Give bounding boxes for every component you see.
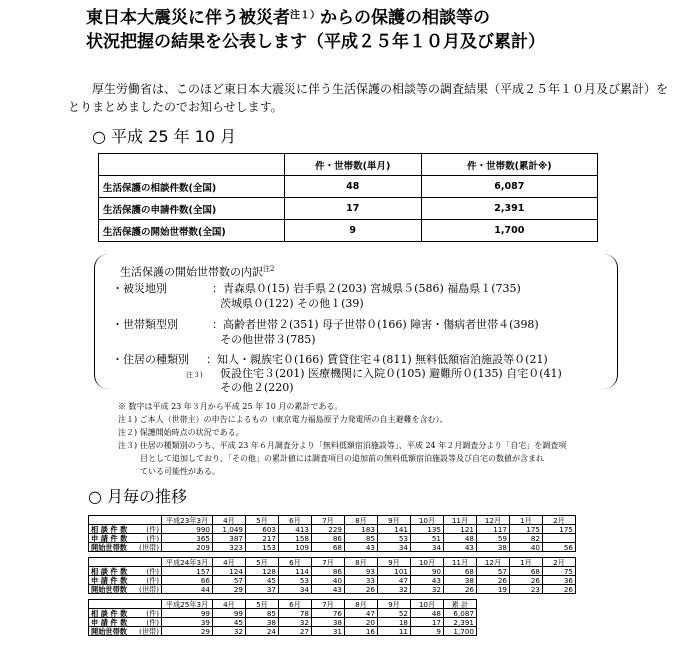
monthly-cell: 135 — [411, 525, 444, 534]
monthly-cell: 86 — [312, 534, 345, 543]
monthly-cell: 48 — [444, 534, 477, 543]
month-header: 8月 — [345, 558, 378, 567]
monthly-cell: 413 — [279, 525, 312, 534]
type-label: ・世帯類型別 — [112, 318, 178, 331]
breakdown-heading: 生活保護の開始世帯数の内訳$^{注2}$ — [120, 265, 275, 279]
month-header: 累 計 — [444, 600, 477, 609]
monthly-cell: 66 — [162, 576, 213, 585]
monthly-cell: 16 — [345, 627, 378, 636]
cell-month: 17 — [284, 198, 421, 220]
monthly-cell: 34 — [279, 585, 312, 594]
monthly-cell: 85 — [345, 534, 378, 543]
monthly-header-row — [89, 516, 576, 525]
monthly-row-label: 申 請 件 数 (件) — [89, 576, 162, 585]
row-label: 生活保護の開始世帯数(全国) — [99, 220, 285, 242]
monthly-cell: 323 — [213, 543, 246, 552]
monthly-cell: 44 — [162, 585, 213, 594]
monthly-cell: 27 — [279, 627, 312, 636]
monthly-cell: 90 — [411, 567, 444, 576]
monthly-cell: 38 — [246, 618, 279, 627]
monthly-cell: 11 — [378, 627, 411, 636]
cell-total: 1,700 — [421, 220, 597, 242]
title-text: からの保護の相談等の — [320, 8, 490, 28]
monthly-cell: 78 — [279, 609, 312, 618]
monthly-row — [89, 567, 576, 576]
monthly-cell: 387 — [213, 534, 246, 543]
monthly-cell: 56 — [543, 543, 576, 552]
row-label: 生活保護の申請件数(全国) — [99, 198, 285, 220]
monthly-cell: 29 — [213, 585, 246, 594]
monthly-cell: 217 — [246, 534, 279, 543]
footnote: 目として追加しており、「その他」の累計値には調査項目の追加前の無料低額宿泊施設等及び自宅の数値が含まれ — [140, 454, 544, 463]
monthly-header-row — [89, 600, 477, 609]
monthly-table-2011 — [88, 515, 576, 552]
month-header: 6月 — [279, 600, 312, 609]
monthly-row-label: 相 談 件 数 (件) — [89, 609, 162, 618]
month-header: 12月 — [477, 558, 510, 567]
monthly-cell: 175 — [543, 525, 576, 534]
monthly-cell: 32 — [378, 585, 411, 594]
month-header: 5月 — [246, 600, 279, 609]
summary-header-row — [99, 154, 598, 176]
monthly-table-2012 — [88, 557, 576, 594]
cell-total: 2,391 — [421, 198, 597, 220]
monthly-row-label: 申 請 件 数 (件) — [89, 534, 162, 543]
monthly-cell: 57 — [213, 576, 246, 585]
monthly-row — [89, 543, 576, 552]
monthly-row-label: 開始世帯数 (世帯) — [89, 543, 162, 552]
footnotes — [118, 400, 678, 478]
monthly-cell: 53 — [378, 534, 411, 543]
month-header: 11月 — [444, 558, 477, 567]
row-label: 生活保護の相談件数(全国) — [99, 176, 285, 198]
monthly-cell: 29 — [162, 627, 213, 636]
monthly-cell: 33 — [345, 576, 378, 585]
monthly-cell — [543, 534, 576, 543]
breakdown-footnote-mark: 注2 — [263, 265, 275, 273]
monthly-cell: 109 — [279, 543, 312, 552]
monthly-cell: 68 — [444, 567, 477, 576]
house-footnote-mark: 注３) — [186, 371, 203, 379]
monthly-cell: 36 — [543, 576, 576, 585]
monthly-cell: 158 — [279, 534, 312, 543]
monthly-cell: 229 — [312, 525, 345, 534]
monthly-cell: 82 — [510, 534, 543, 543]
monthly-cell: 43 — [411, 576, 444, 585]
monthly-cell: 1,049 — [213, 525, 246, 534]
month-header: 7月 — [312, 516, 345, 525]
footnote: ※ 数字は平成 23 年３月から平成 25 年 10 月の累計である。 — [118, 402, 343, 411]
monthly-cell: 183 — [345, 525, 378, 534]
monthly-row — [89, 534, 576, 543]
monthly-row-label: 相 談 件 数 (件) — [89, 567, 162, 576]
month-header: 8月 — [345, 600, 378, 609]
monthly-cell: 85 — [246, 609, 279, 618]
title-footnote-mark: 注１） — [290, 10, 320, 21]
monthly-cell: 17 — [411, 618, 444, 627]
month-header: 10月 — [411, 516, 444, 525]
footnote: 注２) 保護開始時点の状況である。 — [118, 428, 244, 437]
monthly-cell: 23 — [510, 585, 543, 594]
monthly-cell: 34 — [411, 543, 444, 552]
month-header: 平成25年3月 — [162, 600, 213, 609]
monthly-cell: 99 — [213, 609, 246, 618]
monthly-cell: 26 — [543, 585, 576, 594]
month-header: 11月 — [444, 516, 477, 525]
monthly-cell: 157 — [162, 567, 213, 576]
monthly-cell: 75 — [543, 567, 576, 576]
monthly-cell: 93 — [345, 567, 378, 576]
house-line3: その他２(220) — [220, 381, 294, 394]
monthly-cell: 175 — [510, 525, 543, 534]
header-cumulative: 件・世帯数(累計※) — [421, 154, 597, 176]
monthly-cell: 101 — [378, 567, 411, 576]
month-header: 4月 — [213, 600, 246, 609]
month-header: 9月 — [378, 558, 411, 567]
monthly-cell: 37 — [246, 585, 279, 594]
monthly-cell: 68 — [312, 543, 345, 552]
month-header: 4月 — [213, 558, 246, 567]
monthly-cell: 43 — [312, 585, 345, 594]
month-header: 9月 — [378, 516, 411, 525]
section-heading-monthly: ○ 月毎の推移 — [88, 487, 188, 506]
month-header: 10月 — [411, 558, 444, 567]
monthly-cell: 47 — [345, 609, 378, 618]
house-line2: 仮設住宅３(201) 医療機関に入院０(105) 避難所０(135) 自宅０(41) — [220, 367, 562, 380]
monthly-cell: 365 — [162, 534, 213, 543]
monthly-cell: 45 — [213, 618, 246, 627]
summary-table — [98, 153, 598, 242]
footnote: ている可能性がある。 — [140, 467, 220, 476]
monthly-cell: 45 — [246, 576, 279, 585]
type-line1: ：高齢者世帯２(351) 母子世帯０(166) 障害・傷病者世帯４(398) — [212, 318, 539, 331]
month-header: 2月 — [543, 558, 576, 567]
monthly-row — [89, 627, 477, 636]
month-header: 5月 — [246, 558, 279, 567]
monthly-row-label: 開始世帯数 (世帯) — [89, 585, 162, 594]
monthly-cell: 40 — [510, 543, 543, 552]
monthly-cell: 40 — [312, 576, 345, 585]
monthly-cell: 68 — [510, 567, 543, 576]
month-header: 1月 — [510, 558, 543, 567]
monthly-cell: 6,087 — [444, 609, 477, 618]
monthly-row — [89, 525, 576, 534]
month-header: 1月 — [510, 516, 543, 525]
monthly-cell: 32 — [213, 627, 246, 636]
monthly-header-row — [89, 558, 576, 567]
section-heading-october: ○ 平成 25 年 10 月 — [92, 127, 237, 146]
monthly-row-label: 申 請 件 数 (件) — [89, 618, 162, 627]
monthly-cell: 990 — [162, 525, 213, 534]
house-label: ・住居の種類別 — [112, 353, 189, 366]
monthly-cell: 43 — [345, 543, 378, 552]
monthly-cell: 51 — [411, 534, 444, 543]
monthly-cell: 76 — [312, 609, 345, 618]
monthly-cell: 26 — [345, 585, 378, 594]
cell-month: 9 — [284, 220, 421, 242]
monthly-cell: 2,391 — [444, 618, 477, 627]
monthly-cell: 39 — [162, 618, 213, 627]
title-text: 東日本大震災に伴う被災者 — [86, 8, 290, 28]
month-header: 9月 — [378, 600, 411, 609]
summary-row — [99, 198, 598, 220]
house-line1: ：知人・親族宅０(166) 賃貸住宅４(811) 無料低額宿泊施設等０(21) — [206, 353, 548, 366]
monthly-cell: 32 — [411, 585, 444, 594]
monthly-cell: 26 — [444, 585, 477, 594]
monthly-cell: 47 — [378, 576, 411, 585]
month-header: 12月 — [477, 516, 510, 525]
month-header: 6月 — [279, 558, 312, 567]
monthly-cell: 43 — [444, 543, 477, 552]
header-monthly: 件・世帯数(単月) — [284, 154, 421, 176]
summary-row — [99, 220, 598, 242]
title-line2: 状況把握の結果を公表します（平成２５年１０月及び累計） — [86, 32, 545, 52]
month-header: 平成24年3月 — [162, 558, 213, 567]
monthly-cell: 26 — [477, 576, 510, 585]
monthly-cell: 52 — [378, 609, 411, 618]
monthly-cell: 153 — [246, 543, 279, 552]
month-header: 7月 — [312, 558, 345, 567]
monthly-cell: 18 — [378, 618, 411, 627]
monthly-cell: 34 — [378, 543, 411, 552]
month-header: 8月 — [345, 516, 378, 525]
monthly-cell: 38 — [477, 543, 510, 552]
monthly-row-label: 相 談 件 数 (件) — [89, 525, 162, 534]
month-header: 2月 — [543, 516, 576, 525]
monthly-cell: 19 — [477, 585, 510, 594]
monthly-cell: 31 — [312, 627, 345, 636]
monthly-cell: 99 — [162, 609, 213, 618]
cell-month: 48 — [284, 176, 421, 198]
monthly-row — [89, 609, 477, 618]
monthly-cell: 128 — [246, 567, 279, 576]
month-header: 5月 — [246, 516, 279, 525]
monthly-cell: 38 — [312, 618, 345, 627]
summary-row — [99, 176, 598, 198]
footnote: 注３) 住居の種類別のうち、平成 23 年６月調査分より「無料低額宿泊施設等」、平成 24 年２月調査分より「自宅」を調査項 — [118, 441, 567, 450]
type-line2: その他世帯３(785) — [220, 333, 316, 346]
monthly-cell: 141 — [378, 525, 411, 534]
monthly-row — [89, 585, 576, 594]
monthly-cell: 59 — [477, 534, 510, 543]
monthly-cell: 9 — [411, 627, 444, 636]
footnote: 注１) ご本人（世帯主）の申告によるもの（東京電力福島原子力発電所の自主避難を含む）。 — [118, 415, 448, 424]
month-header: 平成23年3月 — [162, 516, 213, 525]
monthly-row-label: 開始世帯数 (世帯) — [89, 627, 162, 636]
area-label: ・被災地別 — [112, 282, 167, 295]
monthly-cell: 38 — [444, 576, 477, 585]
page-title — [86, 6, 666, 54]
monthly-cell: 86 — [312, 567, 345, 576]
monthly-cell: 209 — [162, 543, 213, 552]
monthly-cell: 603 — [246, 525, 279, 534]
cell-total: 6,087 — [421, 176, 597, 198]
month-header: 6月 — [279, 516, 312, 525]
monthly-cell: 20 — [345, 618, 378, 627]
monthly-cell: 1,700 — [444, 627, 477, 636]
monthly-cell: 32 — [279, 618, 312, 627]
month-header: 4月 — [213, 516, 246, 525]
intro-paragraph: 厚生労働省は、このほど東日本大震災に伴う生活保護の相談等の調査結果（平成２５年１０月及び累計）をとりまとめましたのでお知らせします。 — [68, 82, 669, 114]
area-line2: 茨城県０(122) その他１(39) — [220, 297, 364, 310]
monthly-cell: 48 — [411, 609, 444, 618]
monthly-row — [89, 576, 576, 585]
monthly-cell: 24 — [246, 627, 279, 636]
monthly-cell: 53 — [279, 576, 312, 585]
area-line1: ：青森県０(15) 岩手県２(203) 宮城県５(586) 福島県１(735) — [212, 282, 521, 295]
monthly-cell: 124 — [213, 567, 246, 576]
monthly-cell: 57 — [477, 567, 510, 576]
monthly-cell: 117 — [477, 525, 510, 534]
monthly-row — [89, 618, 477, 627]
monthly-cell: 114 — [279, 567, 312, 576]
month-header: 10月 — [411, 600, 444, 609]
monthly-table-2013 — [88, 599, 477, 636]
monthly-cell: 26 — [510, 576, 543, 585]
month-header: 7月 — [312, 600, 345, 609]
monthly-cell: 121 — [444, 525, 477, 534]
